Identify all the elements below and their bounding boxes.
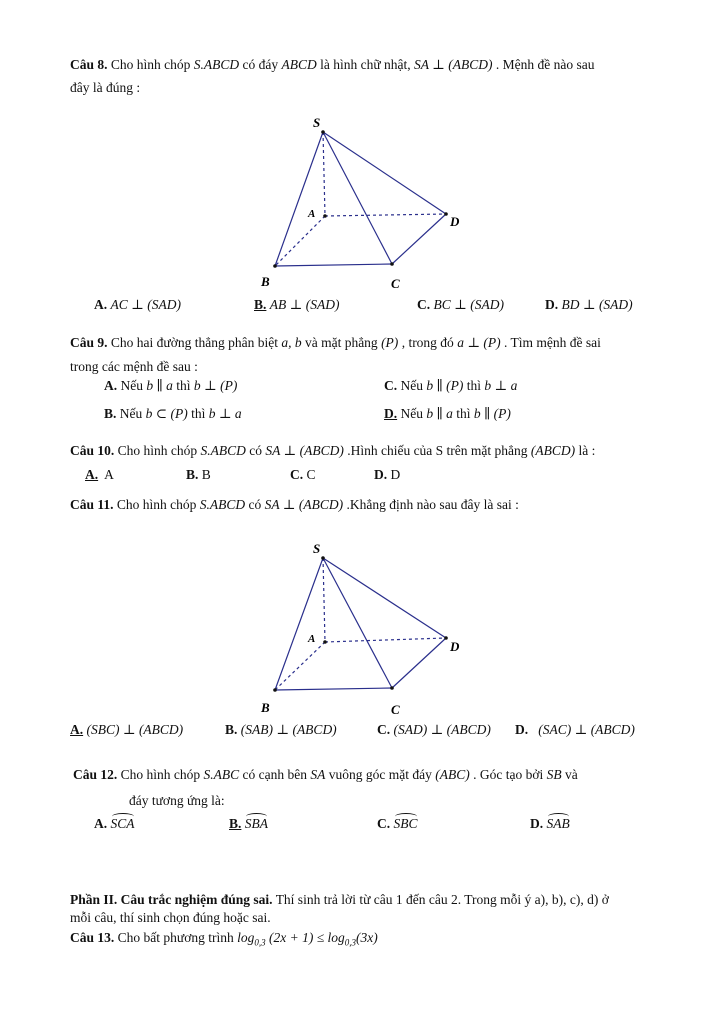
q11-option-a[interactable]: [70, 722, 183, 738]
q9-option-c-pre: Nếu: [400, 378, 423, 393]
q10-option-d-text: D: [390, 467, 401, 482]
q8-option-c[interactable]: [417, 297, 504, 313]
q9-text2: và mặt phẳng: [304, 335, 378, 350]
q8-vertex-c: C: [391, 276, 400, 291]
q9-option-c-m2: b ⊥ a: [484, 378, 518, 393]
q13-log-2: log: [327, 930, 345, 945]
q9-option-b-m2: b ⊥ a: [208, 406, 242, 421]
q9-option-c-m1: b ∥ (P): [426, 378, 464, 393]
q12-line2: đáy tương ứng là:: [129, 793, 225, 808]
q9-option-a-letter: A.: [104, 378, 118, 393]
q8-pyramid-figure: [250, 112, 480, 292]
q11-vertex-b: B: [261, 700, 270, 715]
q11-label: Câu 11.: [70, 497, 114, 512]
q9-option-b-letter: B.: [104, 406, 117, 421]
q13-arg-1: (2x + 1) ≤: [268, 930, 325, 945]
q12-option-b-text: SBA: [244, 816, 269, 831]
q12-option-a-text: SCA: [110, 816, 135, 831]
q8-text4: . Mệnh đề nào sau: [495, 57, 595, 72]
q8-option-b-text: AB ⊥ (SAD): [269, 297, 340, 312]
q11-sabcd: S.ABCD: [199, 497, 246, 512]
q11-option-a-letter: A.: [70, 722, 84, 737]
q12-option-b[interactable]: [229, 816, 268, 832]
q11-pyramid-figure: [250, 538, 480, 720]
q8-line1: [70, 57, 594, 73]
q10-line1: [70, 443, 595, 459]
part2-text1: Thí sinh trả lời từ câu 1 đến câu 2. Trong mỗi ý a), b), c), d) ở: [275, 892, 609, 907]
q8-option-c-letter: C.: [417, 297, 431, 312]
q10-plane: (ABCD): [530, 443, 576, 458]
q8-option-b-letter: B.: [254, 297, 267, 312]
q9-option-c-letter: C.: [384, 378, 398, 393]
q11-text2: có: [248, 497, 262, 512]
q9-option-c-mid: thì: [466, 378, 481, 393]
q12-option-d-text: SAB: [546, 816, 570, 831]
q13-label: Câu 13.: [70, 930, 115, 945]
q11-text1: Cho hình chóp: [116, 497, 197, 512]
q9-option-b[interactable]: [104, 406, 242, 422]
q9-text4: . Tìm mệnh đề sai: [504, 335, 601, 350]
q9-option-b-mid: thì: [191, 406, 206, 421]
q12-option-c[interactable]: [377, 816, 418, 832]
q11-option-d[interactable]: [515, 722, 635, 738]
q10-option-c-text: C: [306, 467, 316, 482]
q12-text4: . Góc tạo bởi: [473, 767, 544, 782]
q10-option-b[interactable]: [186, 467, 211, 483]
q8-option-c-text: BC ⊥ (SAD): [433, 297, 504, 312]
q9-option-d-m2: b ∥ (P): [473, 406, 511, 421]
q8-sabcd: S.ABCD: [193, 57, 240, 72]
q10-option-c-letter: C.: [290, 467, 304, 482]
q10-sabcd: S.ABCD: [200, 443, 246, 458]
q8-option-a[interactable]: [94, 297, 181, 313]
q12-sabc: S.ABC: [203, 767, 240, 782]
q10-option-a-text: A: [104, 467, 114, 482]
q11-option-b-text: (SAB) ⊥ (ABCD): [240, 722, 337, 737]
q12-option-a[interactable]: [94, 816, 135, 832]
q8-option-d-text: BD ⊥ (SAD): [561, 297, 633, 312]
q9-option-b-m1: b ⊂ (P): [145, 406, 188, 421]
q10-option-d-letter: D.: [374, 467, 388, 482]
q11-option-c-letter: C.: [377, 722, 391, 737]
q12-option-a-letter: A.: [94, 816, 108, 831]
part2-line1: [70, 892, 609, 908]
q12-plane: (ABC): [435, 767, 470, 782]
q11-line1: [70, 497, 519, 513]
part2-line2: mỗi câu, thí sinh chọn đúng hoặc sai.: [70, 910, 271, 925]
q9-option-b-pre: Nếu: [119, 406, 143, 421]
q12-sa: SA: [310, 767, 326, 782]
q9-option-d[interactable]: [384, 406, 511, 422]
q9-option-d-letter: D.: [384, 406, 398, 421]
q9-option-a-m1: b ∥ a: [146, 378, 173, 393]
q9-option-c[interactable]: [384, 378, 517, 394]
q8-text2: có đáy: [242, 57, 279, 72]
q8-vertex-d: D: [450, 214, 460, 229]
q9-option-a-m2: b ⊥ (P): [193, 378, 238, 393]
q11-option-d-text: (SAC) ⊥ (ABCD): [538, 722, 635, 737]
q12-option-c-letter: C.: [377, 816, 391, 831]
q10-option-a[interactable]: [85, 467, 114, 483]
q12-label: Câu 12.: [73, 767, 118, 782]
q11-cond: SA ⊥ (ABCD): [264, 497, 344, 512]
q9-line2: trong các mệnh đề sau :: [70, 359, 198, 374]
q12-line1: [73, 767, 578, 783]
q9-option-a-pre: Nếu: [120, 378, 143, 393]
q9-option-d-m1: b ∥ a: [426, 406, 453, 421]
q11-text3: .Khẳng định nào sau đây là sai :: [346, 497, 519, 512]
q8-line2: đây là đúng :: [70, 80, 141, 95]
q9-label: Câu 9.: [70, 335, 108, 350]
part2-heading: Phần II. Câu trắc nghiệm đúng sai.: [70, 892, 273, 907]
q8-text1: Cho hình chóp: [110, 57, 191, 72]
q11-option-a-text: (SBC) ⊥ (ABCD): [86, 722, 184, 737]
q10-label: Câu 10.: [70, 443, 115, 458]
q12-option-d[interactable]: [530, 816, 570, 832]
q10-text2: có: [249, 443, 263, 458]
q9-option-d-mid: thì: [456, 406, 471, 421]
q11-option-b[interactable]: [225, 722, 337, 738]
q10-text3: .Hình chiếu của S trên mặt phẳng: [347, 443, 528, 458]
q8-cond: SA ⊥ (ABCD): [414, 57, 493, 72]
q8-vertex-s: S: [313, 115, 321, 130]
q10-option-c[interactable]: [290, 467, 316, 483]
q12-text2: có cạnh bên: [242, 767, 307, 782]
q11-vertex-s: S: [313, 541, 321, 556]
q8-option-a-text: AC ⊥ (SAD): [110, 297, 181, 312]
q13-line1: [70, 930, 378, 948]
q11-option-c-text: (SAD) ⊥ (ABCD): [393, 722, 491, 737]
q13-base-2: 0,3: [344, 937, 357, 948]
q8-vertex-a: A: [308, 208, 316, 220]
q8-text3: là hình chữ nhật,: [320, 57, 411, 72]
q10-option-a-letter: A.: [85, 467, 99, 482]
q11-vertex-d: D: [450, 639, 460, 654]
q9-option-d-pre: Nếu: [400, 406, 423, 421]
q11-option-c[interactable]: [377, 722, 491, 738]
q9-text3: , trong đó: [401, 335, 454, 350]
q12-option-c-text: SBC: [393, 816, 418, 831]
q11-option-b-letter: B.: [225, 722, 238, 737]
q9-text1: Cho hai đường thẳng phân biệt: [110, 335, 278, 350]
q8-label: Câu 8.: [70, 57, 108, 72]
q10-text1: Cho hình chóp: [117, 443, 198, 458]
q9-cond: a ⊥ (P): [457, 335, 501, 350]
q8-option-d-letter: D.: [545, 297, 559, 312]
q12-text1: Cho hình chóp: [120, 767, 201, 782]
q8-option-b[interactable]: [254, 297, 339, 313]
q13-base-1: 0,3: [254, 937, 266, 948]
q9-option-a-mid: thì: [176, 378, 191, 393]
q13-text1: Cho bất phương trình: [117, 930, 234, 945]
q11-option-d-letter: D.: [515, 722, 529, 737]
q9-p: (P): [381, 335, 399, 350]
q12-sb: SB: [546, 767, 562, 782]
q12-option-b-letter: B.: [229, 816, 242, 831]
q11-vertex-c: C: [391, 702, 400, 717]
q11-vertex-a: A: [308, 633, 316, 645]
q9-line1: [70, 335, 601, 351]
q8-option-d[interactable]: [545, 297, 633, 313]
q12-text5: và: [564, 767, 578, 782]
q10-option-b-text: B: [201, 467, 211, 482]
q13-inequality: [237, 930, 378, 948]
q12-option-d-letter: D.: [530, 816, 544, 831]
q9-ab: a, b: [281, 335, 302, 350]
q13-arg-2: (3x): [356, 930, 378, 945]
q9-option-a[interactable]: [104, 378, 237, 394]
q8-abcd: ABCD: [281, 57, 317, 72]
q12-text3: vuông góc mặt đáy: [328, 767, 432, 782]
q10-cond: SA ⊥ (ABCD): [265, 443, 344, 458]
q8-vertex-b: B: [261, 274, 270, 289]
q10-option-d[interactable]: [374, 467, 400, 483]
q8-option-a-letter: A.: [94, 297, 108, 312]
q10-option-b-letter: B.: [186, 467, 199, 482]
q13-log-1: log: [237, 930, 255, 945]
q10-text4: là :: [578, 443, 596, 458]
